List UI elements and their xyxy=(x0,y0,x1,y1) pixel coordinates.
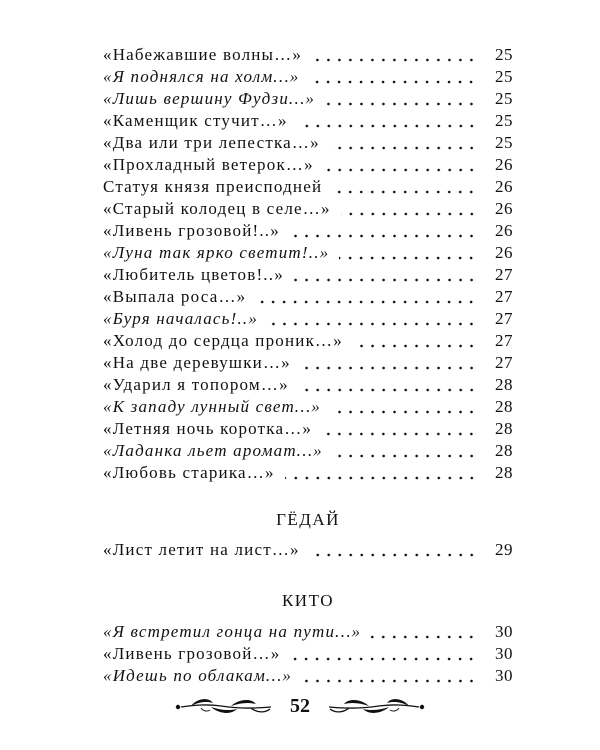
dot-leader xyxy=(294,264,477,286)
dot-leader xyxy=(333,440,477,462)
toc-entry xyxy=(103,176,513,198)
entry-title: «Ладанка льет аромат…» xyxy=(103,441,323,460)
entry-page-number: 28 xyxy=(495,419,513,438)
entry-title: «Выпала роса…» xyxy=(103,287,247,306)
entry-page-number: 28 xyxy=(495,375,513,394)
toc-entry xyxy=(103,665,513,687)
toc-entry xyxy=(103,621,513,643)
toc-list-continued xyxy=(103,44,513,484)
page-footer xyxy=(0,694,600,718)
dot-leader xyxy=(324,154,477,176)
entry-title: «На две деревушки…» xyxy=(103,353,291,372)
dot-leader xyxy=(290,220,477,242)
toc-entry xyxy=(103,418,513,440)
entry-page-number: 25 xyxy=(495,111,513,130)
toc-entry xyxy=(103,462,513,484)
entry-title: «Лист летит на лист…» xyxy=(103,540,300,559)
dot-leader xyxy=(298,110,477,132)
entry-page-number: 30 xyxy=(495,666,513,685)
dot-leader xyxy=(322,418,477,440)
dot-leader xyxy=(341,198,477,220)
section-heading-kito: КИТО xyxy=(281,591,335,610)
entry-title: «Каменщик стучит…» xyxy=(103,111,288,130)
toc-entry xyxy=(103,242,513,264)
entry-title: «Холод до сердца проник…» xyxy=(103,331,343,350)
dot-leader xyxy=(312,44,477,66)
toc-entry xyxy=(103,440,513,462)
toc-entry xyxy=(103,352,513,374)
entry-title: «Ливень грозовой!..» xyxy=(103,221,280,240)
entry-title: «Буря началась!..» xyxy=(103,309,259,328)
dot-leader xyxy=(353,330,477,352)
flourish-ornament-left-icon xyxy=(173,696,273,716)
entry-title: «Ливень грозовой…» xyxy=(103,644,281,663)
toc-entry xyxy=(103,44,513,66)
dot-leader xyxy=(301,352,477,374)
entry-title: «Луна так ярко светит!..» xyxy=(103,243,330,262)
dot-leader xyxy=(309,66,477,88)
entry-page-number: 25 xyxy=(495,89,513,108)
toc-list-kito xyxy=(103,621,513,687)
entry-title: «Набежавшие волны…» xyxy=(103,45,303,64)
toc-entry xyxy=(103,643,513,665)
dot-leader xyxy=(330,132,477,154)
toc-entry xyxy=(103,110,513,132)
entry-page-number: 26 xyxy=(495,155,513,174)
entry-title: «К западу лунный свет…» xyxy=(103,397,321,416)
entry-page-number: 27 xyxy=(495,287,513,306)
toc-entry xyxy=(103,264,513,286)
entry-title: «Я поднялся на холм…» xyxy=(103,67,300,86)
entry-page-number: 29 xyxy=(495,540,513,559)
entry-page-number: 26 xyxy=(495,199,513,218)
dot-leader xyxy=(299,374,477,396)
toc-entry xyxy=(103,330,513,352)
entry-page-number: 27 xyxy=(495,265,513,284)
entry-page-number: 28 xyxy=(495,463,513,482)
dot-leader xyxy=(339,242,477,264)
toc-entry xyxy=(103,286,513,308)
toc-entry xyxy=(103,88,513,110)
toc-entry xyxy=(103,220,513,242)
entry-title: «Идешь по облакам…» xyxy=(103,666,293,685)
toc-entry xyxy=(103,308,513,330)
dot-leader xyxy=(256,286,477,308)
entry-title: «Любовь старика…» xyxy=(103,463,275,482)
entry-page-number: 28 xyxy=(495,441,513,460)
toc-entry xyxy=(103,396,513,418)
flourish-ornament-right-icon xyxy=(327,696,427,716)
entry-title: «Прохладный ветерок…» xyxy=(103,155,314,174)
toc-entry xyxy=(103,154,513,176)
entry-title: «Лишь вершину Фудзи…» xyxy=(103,89,316,108)
toc-entry xyxy=(103,539,513,561)
dot-leader xyxy=(268,308,477,330)
entry-title: «Любитель цветов!..» xyxy=(103,265,284,284)
entry-page-number: 30 xyxy=(495,622,513,641)
toc-entry xyxy=(103,374,513,396)
dot-leader xyxy=(290,643,477,665)
entry-page-number: 27 xyxy=(495,331,513,350)
dot-leader xyxy=(302,665,477,687)
entry-page-number: 26 xyxy=(495,243,513,262)
dot-leader xyxy=(310,539,477,561)
dot-leader xyxy=(371,621,477,643)
entry-page-number: 25 xyxy=(495,133,513,152)
entry-page-number: 27 xyxy=(495,309,513,328)
entry-title: «Два или три лепестка…» xyxy=(103,133,320,152)
entry-title: «Ударил я топором…» xyxy=(103,375,289,394)
dot-leader xyxy=(331,396,477,418)
toc-entry xyxy=(103,66,513,88)
toc-entry xyxy=(103,198,513,220)
entry-title: Статуя князя преисподней xyxy=(103,177,323,196)
dot-leader xyxy=(325,88,477,110)
entry-page-number: 30 xyxy=(495,644,513,663)
entry-title: «Старый колодец в селе…» xyxy=(103,199,331,218)
toc-entry xyxy=(103,132,513,154)
entry-page-number: 25 xyxy=(495,45,513,64)
entry-page-number: 25 xyxy=(495,67,513,86)
dot-leader xyxy=(332,176,477,198)
entry-page-number: 26 xyxy=(495,177,513,196)
toc-list-gedai xyxy=(103,539,513,561)
entry-page-number: 28 xyxy=(495,397,513,416)
page-number: 52 xyxy=(290,695,310,717)
entry-page-number: 26 xyxy=(495,221,513,240)
entry-title: «Летняя ночь коротка…» xyxy=(103,419,313,438)
entry-title: «Я встретил гонца на пути…» xyxy=(103,622,362,641)
dot-leader xyxy=(285,462,477,484)
section-heading-gedai: ГЁДАЙ xyxy=(276,510,340,529)
entry-page-number: 27 xyxy=(495,353,513,372)
